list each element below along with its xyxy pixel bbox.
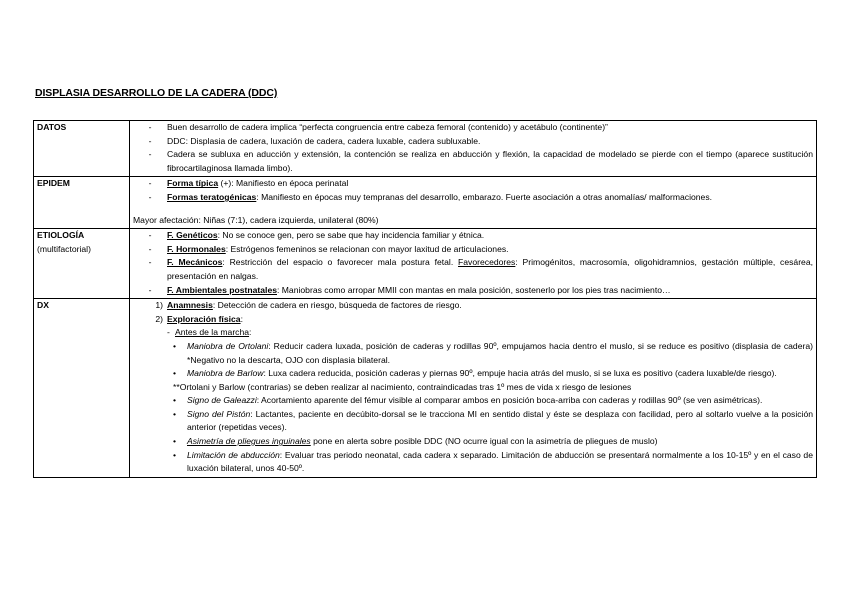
list-item: - Formas teratogénicas: Manifiesto en épocas muy tempranas del desarrollo, embarazo. Fuerte asociación a otras anomalías/ malformaciones.: [148, 191, 713, 202]
list-item: - Forma típica (+): Manifiesto en época perinatal: [148, 178, 349, 189]
bullet-icon: •: [173, 395, 177, 406]
row-label: EPIDEM: [34, 177, 130, 229]
dx-note: **Ortolani y Barlow (contrarias) se deben realizar al nacimiento, contraindicadas tras 1º mes de vida x riesgo de lesiones: [173, 381, 632, 392]
row-label: DATOS: [34, 121, 130, 177]
list-item: - Buen desarrollo de cadera implica “perfecta congruencia entre cabeza femoral (contenido) y acetábulo (continente)”: [148, 122, 608, 132]
document-title: DISPLASIA DESARROLLO DE LA CADERA (DDC): [35, 87, 278, 99]
list-item: 2) Exploración física:: [155, 313, 243, 324]
list-item: 1) Anamnesis: Detección de cadera en riesgo, búsqueda de factores de riesgo.: [155, 300, 462, 311]
list-item: - Antes de la marcha :: [167, 327, 252, 338]
list-item: - DDC: Displasia de cadera, luxación de cadera, cadera luxable, cadera subluxable.: [148, 135, 481, 146]
list-item: • Maniobra de Ortolani: Reducir cadera luxada, posición de caderas y rodillas 90º, empujamos hacia dentro el muslo, si se reduce es positivo (displasia de cadera) *Negativo no la descarta, OJO con displasia bilateral.: [133, 340, 813, 367]
list-item: - F. Genéticos: No se conoce gen, pero se sabe que hay incidencia familiar y étnica.: [148, 230, 485, 241]
table-row-etiologia: [34, 229, 817, 299]
list-item: - F. Hormonales: Estrógenos femeninos se relacionan con mayor laxitud de articulaciones.: [148, 243, 509, 254]
bullet-icon: •: [173, 449, 177, 460]
bullet-icon: •: [173, 340, 177, 351]
row-label: DX: [34, 299, 130, 478]
table-row-dx: [34, 299, 817, 478]
list-item: • Signo de Galeazzi: Acortamiento aparente del fémur visible al comparar ambos en posición boca-arriba con caderas y rodillas 90º (se ven asimétricas).: [133, 394, 813, 408]
table-row-datos: [34, 121, 817, 177]
row-content: [130, 229, 817, 299]
row-content: [130, 299, 817, 478]
bullet-icon: •: [173, 408, 177, 419]
bullet-icon: •: [173, 368, 177, 379]
table-row-epidem: [34, 177, 817, 229]
epidem-footer: Mayor afectación: Niñas (7:1), cadera izquierda, unilateral (80%): [133, 214, 379, 225]
list-item: - Cadera se subluxa en aducción y extensión, la contención se realiza en abducción y flexión, la capacidad de modelado se pierde con el tiempo (aparece sustitución fibrocartilaginosa llamada limbo).: [148, 149, 813, 173]
list-item: • Limitación de abducción: Evaluar tras periodo neonatal, cada cadera x separado. Limitación de abducción se presentará normalmente a los 10-15º y en el caso de luxación bilateral, unos 40-50º.: [133, 449, 813, 476]
list-item: - F. Ambientales postnatales: Maniobras como arropar MMII con mantas en mala posición, sostenerlo por los pies tras nacimiento…: [148, 284, 671, 295]
list-item: - F. Mecánicos: Restricción del espacio o favorecer mala postura fetal. Favorecedores: Primogénitos, macrosomía, oligohidramnios, gestación múltiple, cesárea, presentación en nalgas.: [148, 257, 814, 281]
row-content: [130, 177, 817, 229]
ddc-table: [33, 120, 817, 478]
list-item: • Signo del Pistón: Lactantes, paciente en decúbito-dorsal se le tracciona MI en sentido distal y éste se desplaza con facilidad, pero al soltarlo vuelve a la posición anterior (repetidas veces).: [133, 408, 813, 435]
row-label: ETIOLOGÍA (multifactorial): [34, 229, 130, 299]
list-item: • Asimetría de pliegues inguinales pone en alerta sobre posible DDC (NO ocurre igual con la asimetría de pliegues de muslo): [133, 435, 813, 449]
list-item: • Maniobra de Barlow: Luxa cadera reducida, posición caderas y piernas 90º, empuje hacia atrás del muslo, si se luxa es positivo (cadera luxable/de riesgo).: [133, 367, 813, 381]
row-content: [130, 121, 817, 177]
bullet-icon: •: [173, 436, 177, 447]
